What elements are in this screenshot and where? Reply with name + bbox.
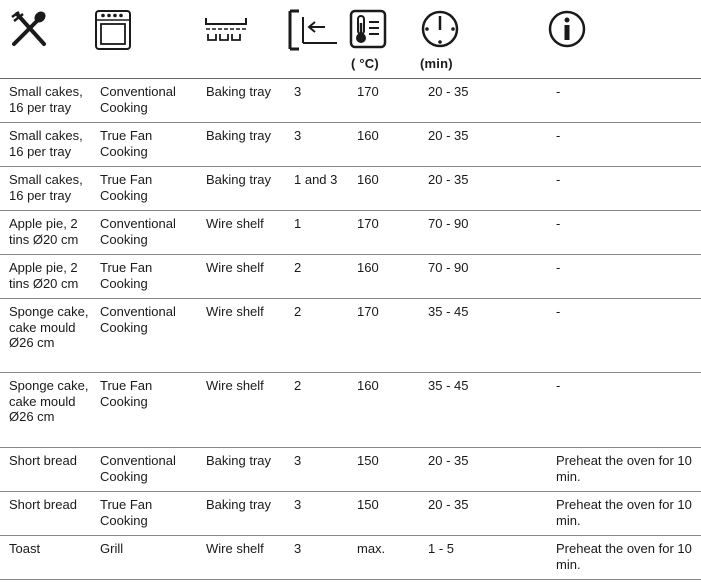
header-accessory bbox=[197, 0, 285, 79]
header-level bbox=[285, 0, 348, 79]
cell-level-text: 2 bbox=[294, 378, 302, 393]
cell-level bbox=[285, 211, 348, 255]
cell-function bbox=[91, 211, 197, 255]
cell-temp bbox=[348, 536, 419, 580]
cell-food-text: Short bread bbox=[9, 453, 77, 468]
cell-food-text: Small cakes, 16 per tray bbox=[9, 128, 83, 159]
cell-level-text: 3 bbox=[294, 497, 302, 512]
shelf-level-icon bbox=[287, 9, 339, 51]
cell-temp-text: 160 bbox=[357, 172, 379, 187]
cell-food-text: Toast bbox=[9, 541, 41, 556]
header-function bbox=[91, 0, 197, 79]
cell-comment-text: Preheat the oven for 10 min. bbox=[556, 541, 692, 572]
cell-function-text: Conventional Cooking bbox=[100, 84, 176, 115]
oven-icon bbox=[94, 9, 132, 51]
cell-level-text: 3 bbox=[294, 453, 302, 468]
cell-temp bbox=[348, 123, 419, 167]
cell-comment-text: - bbox=[556, 304, 561, 319]
cell-food bbox=[0, 211, 91, 255]
cell-function-text: Conventional Cooking bbox=[100, 216, 176, 247]
cell-time-text: 20 - 35 bbox=[428, 128, 469, 143]
temperature-unit-label: ( °C) bbox=[351, 56, 379, 71]
cell-level bbox=[285, 448, 348, 492]
cell-comment bbox=[547, 123, 701, 167]
table-row bbox=[0, 167, 701, 211]
fork-knife-icon bbox=[9, 9, 49, 49]
header-row bbox=[0, 0, 701, 79]
cell-food bbox=[0, 123, 91, 167]
cell-time bbox=[419, 448, 547, 492]
cell-food bbox=[0, 373, 91, 448]
cell-level bbox=[285, 492, 348, 536]
cell-function-text: True Fan Cooking bbox=[100, 128, 153, 159]
cell-temp bbox=[348, 167, 419, 211]
cell-time-text: 20 - 35 bbox=[428, 84, 469, 99]
thermometer-icon bbox=[349, 9, 387, 49]
cell-food bbox=[0, 299, 91, 373]
cell-accessory bbox=[197, 79, 285, 123]
cell-accessory bbox=[197, 255, 285, 299]
cell-accessory bbox=[197, 211, 285, 255]
cell-food bbox=[0, 79, 91, 123]
cell-time-text: 1 - 5 bbox=[428, 541, 455, 556]
cell-time-text: 35 - 45 bbox=[428, 304, 469, 319]
cell-level-text: 3 bbox=[294, 128, 302, 143]
cell-food bbox=[0, 167, 91, 211]
cell-level-text: 2 bbox=[294, 304, 302, 319]
cell-food bbox=[0, 255, 91, 299]
cell-accessory bbox=[197, 448, 285, 492]
cell-accessory-text: Wire shelf bbox=[206, 304, 264, 319]
cell-function bbox=[91, 255, 197, 299]
cell-level-text: 1 bbox=[294, 216, 302, 231]
cell-time bbox=[419, 492, 547, 536]
cell-food bbox=[0, 492, 91, 536]
cell-function-text: True Fan Cooking bbox=[100, 260, 153, 291]
cell-accessory-text: Baking tray bbox=[206, 84, 272, 99]
table-row bbox=[0, 255, 701, 299]
cell-accessory bbox=[197, 299, 285, 373]
table-row bbox=[0, 211, 701, 255]
cell-comment bbox=[547, 255, 701, 299]
table-row bbox=[0, 123, 701, 167]
time-unit-label: (min) bbox=[420, 56, 453, 71]
cell-food-text: Sponge cake, cake mould Ø26 cm bbox=[9, 304, 89, 350]
cell-accessory bbox=[197, 536, 285, 580]
cell-temp bbox=[348, 448, 419, 492]
info-icon bbox=[547, 9, 587, 49]
cell-level bbox=[285, 536, 348, 580]
cell-accessory-text: Baking tray bbox=[206, 453, 272, 468]
cell-comment bbox=[547, 79, 701, 123]
cell-accessory-text: Wire shelf bbox=[206, 541, 264, 556]
cell-temp bbox=[348, 492, 419, 536]
cell-time-text: 35 - 45 bbox=[428, 378, 469, 393]
cell-temp-text: max. bbox=[357, 541, 386, 556]
cell-accessory-text: Wire shelf bbox=[206, 378, 264, 393]
cell-accessory bbox=[197, 123, 285, 167]
header-temperature bbox=[348, 0, 419, 79]
table-body bbox=[0, 79, 701, 580]
cell-temp-text: 150 bbox=[357, 497, 379, 512]
cell-comment bbox=[547, 299, 701, 373]
cell-function-text: True Fan Cooking bbox=[100, 497, 153, 528]
header-comment bbox=[547, 0, 701, 79]
cell-level bbox=[285, 373, 348, 448]
cell-function bbox=[91, 123, 197, 167]
cell-food bbox=[0, 536, 91, 580]
cell-time bbox=[419, 79, 547, 123]
cell-time bbox=[419, 167, 547, 211]
cell-comment-text: - bbox=[556, 172, 561, 187]
cell-function bbox=[91, 492, 197, 536]
cell-temp-text: 170 bbox=[357, 84, 379, 99]
cell-temp bbox=[348, 211, 419, 255]
cell-accessory-text: Wire shelf bbox=[206, 216, 264, 231]
cell-temp-text: 160 bbox=[357, 128, 379, 143]
cell-function bbox=[91, 536, 197, 580]
cell-food-text: Apple pie, 2 tins Ø20 cm bbox=[9, 216, 79, 247]
table-row bbox=[0, 536, 701, 580]
cell-time bbox=[419, 536, 547, 580]
cell-accessory-text: Wire shelf bbox=[206, 260, 264, 275]
cell-function bbox=[91, 373, 197, 448]
table-row bbox=[0, 79, 701, 123]
table-header bbox=[0, 0, 701, 79]
table-row bbox=[0, 492, 701, 536]
cell-accessory bbox=[197, 492, 285, 536]
cell-level-text: 2 bbox=[294, 260, 302, 275]
cell-time bbox=[419, 123, 547, 167]
cell-function-text: True Fan Cooking bbox=[100, 378, 153, 409]
cell-time-text: 70 - 90 bbox=[428, 260, 469, 275]
cell-comment bbox=[547, 448, 701, 492]
cell-temp-text: 150 bbox=[357, 453, 379, 468]
cell-comment-text: Preheat the oven for 10 min. bbox=[556, 497, 692, 528]
cell-accessory bbox=[197, 373, 285, 448]
cell-food-text: Short bread bbox=[9, 497, 77, 512]
cell-function bbox=[91, 167, 197, 211]
cell-level bbox=[285, 79, 348, 123]
cell-function-text: True Fan Cooking bbox=[100, 172, 153, 203]
cell-comment-text: - bbox=[556, 84, 561, 99]
cell-level bbox=[285, 299, 348, 373]
cell-time bbox=[419, 373, 547, 448]
header-time bbox=[419, 0, 547, 79]
cell-temp bbox=[348, 373, 419, 448]
clock-icon bbox=[420, 9, 460, 49]
cell-level-text: 3 bbox=[294, 541, 302, 556]
cell-level-text: 3 bbox=[294, 84, 302, 99]
cell-temp bbox=[348, 255, 419, 299]
cell-temp bbox=[348, 79, 419, 123]
cell-comment-text: Preheat the oven for 10 min. bbox=[556, 453, 692, 484]
header-food bbox=[0, 0, 91, 79]
cell-level-text: 1 and 3 bbox=[294, 172, 338, 187]
cell-temp-text: 160 bbox=[357, 378, 379, 393]
cell-function-text: Conventional Cooking bbox=[100, 304, 176, 335]
cell-comment bbox=[547, 536, 701, 580]
cell-comment-text: - bbox=[556, 260, 561, 275]
cell-accessory-text: Baking tray bbox=[206, 497, 272, 512]
cell-time-text: 70 - 90 bbox=[428, 216, 469, 231]
cell-comment bbox=[547, 211, 701, 255]
cell-food-text: Sponge cake, cake mould Ø26 cm bbox=[9, 378, 89, 424]
cell-level bbox=[285, 123, 348, 167]
cell-comment-text: - bbox=[556, 128, 561, 143]
cell-food-text: Small cakes, 16 per tray bbox=[9, 84, 83, 115]
cell-function-text: Conventional Cooking bbox=[100, 453, 176, 484]
baking-tray-icon bbox=[204, 14, 248, 46]
cell-level bbox=[285, 167, 348, 211]
cell-time bbox=[419, 255, 547, 299]
cell-time bbox=[419, 299, 547, 373]
cell-time-text: 20 - 35 bbox=[428, 453, 469, 468]
cell-temp-text: 170 bbox=[357, 304, 379, 319]
cell-function-text: Grill bbox=[100, 541, 124, 556]
cell-function bbox=[91, 299, 197, 373]
cell-food-text: Apple pie, 2 tins Ø20 cm bbox=[9, 260, 79, 291]
cell-comment bbox=[547, 492, 701, 536]
cell-temp-text: 160 bbox=[357, 260, 379, 275]
table-row bbox=[0, 373, 701, 448]
cell-accessory-text: Baking tray bbox=[206, 172, 272, 187]
cell-function bbox=[91, 448, 197, 492]
cell-level bbox=[285, 255, 348, 299]
cell-comment bbox=[547, 167, 701, 211]
cell-comment-text: - bbox=[556, 378, 561, 393]
cell-comment-text: - bbox=[556, 216, 561, 231]
cell-temp bbox=[348, 299, 419, 373]
cell-comment bbox=[547, 373, 701, 448]
cell-time bbox=[419, 211, 547, 255]
table-row bbox=[0, 299, 701, 373]
cell-accessory bbox=[197, 167, 285, 211]
cell-food-text: Small cakes, 16 per tray bbox=[9, 172, 83, 203]
cell-function bbox=[91, 79, 197, 123]
cell-temp-text: 170 bbox=[357, 216, 379, 231]
cell-accessory-text: Baking tray bbox=[206, 128, 272, 143]
table-row bbox=[0, 448, 701, 492]
cell-food bbox=[0, 448, 91, 492]
cell-time-text: 20 - 35 bbox=[428, 497, 469, 512]
cell-time-text: 20 - 35 bbox=[428, 172, 469, 187]
